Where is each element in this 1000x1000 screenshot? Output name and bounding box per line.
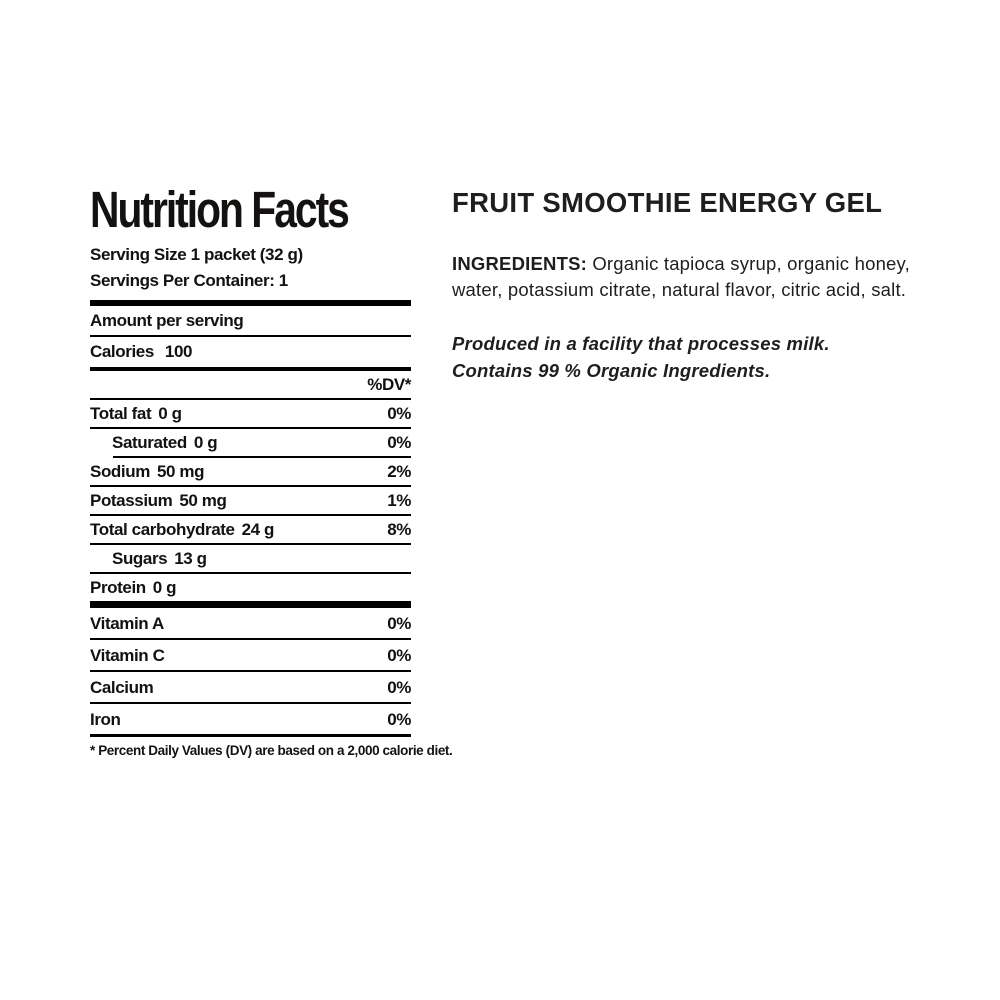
nutrient-row	[90, 487, 411, 514]
nutrient-name-group	[90, 491, 227, 511]
nutrient-name-group	[90, 462, 204, 482]
serving-size: Serving Size 1 packet (32 g)	[90, 245, 303, 264]
calories-group	[90, 342, 192, 362]
servings-per-container: Servings Per Container: 1	[90, 271, 288, 290]
nutrient-amount: 50 mg	[156, 462, 205, 481]
nutrient-name-group	[90, 578, 176, 598]
nutrient-name: Iron	[90, 710, 121, 729]
ingredients-paragraph	[452, 251, 912, 303]
nutrient-row	[90, 672, 411, 702]
nutrient-row	[90, 400, 411, 427]
ingredients-text: Organic tapioca syrup, organic honey, water, potassium citrate, natural flavor, citric acid, salt.	[452, 253, 910, 300]
product-title: FRUIT SMOOTHIE ENERGY GEL	[452, 187, 883, 218]
nutrient-name: Vitamin A	[90, 614, 164, 633]
nutrient-rows	[90, 400, 411, 601]
vitamin-rows	[90, 608, 411, 737]
nutrient-amount: 0 g	[152, 578, 177, 597]
nutrient-row	[90, 704, 411, 734]
nutrient-amount: 0 g	[158, 404, 182, 423]
nutrition-facts-label	[90, 181, 453, 758]
nutrient-daily-value: 1%	[387, 491, 411, 510]
nutrient-daily-value: 0%	[387, 614, 411, 633]
nutrient-name-group	[112, 549, 207, 569]
nutrient-daily-value: 0%	[387, 646, 411, 665]
nutrient-amount: 24 g	[241, 520, 274, 539]
nutrient-name-group	[90, 678, 153, 698]
nutrient-row	[90, 545, 411, 572]
nutrient-amount: 50 mg	[179, 491, 227, 510]
nutrient-row	[90, 516, 411, 543]
allergen-line1: Produced in a facility that processes milk.	[452, 333, 830, 354]
nutrient-name: Calcium	[90, 678, 154, 697]
nutrient-name: Potassium	[90, 491, 173, 510]
nutrient-row	[90, 574, 411, 601]
nutrient-name: Vitamin C	[90, 646, 165, 665]
nutrient-name: Saturated	[112, 433, 187, 452]
nutrient-daily-value: 0%	[387, 404, 411, 423]
nutrient-daily-value: 0%	[387, 710, 411, 729]
nutrient-row	[90, 458, 411, 485]
daily-value-footnote: * Percent Daily Values (DV) are based on a 2,000 calorie diet.	[90, 743, 453, 758]
nutrient-name: Total carbohydrate	[90, 520, 235, 539]
allergen-paragraph	[452, 330, 912, 384]
nutrient-name-group	[90, 520, 274, 540]
amount-per-serving-row	[90, 306, 411, 335]
allergen-line2: Contains 99 % Organic Ingredients.	[452, 360, 771, 381]
nutrient-name: Sugars	[112, 549, 168, 568]
nutrient-name-group	[112, 433, 217, 453]
nutrient-name-group	[90, 646, 165, 666]
nutrient-daily-value: 8%	[387, 520, 411, 539]
nutrient-name-group	[90, 404, 182, 424]
nutrient-name: Protein	[90, 578, 146, 597]
ingredients-label: INGREDIENTS:	[452, 253, 587, 274]
product-info	[452, 188, 912, 384]
amount-per-serving-label: Amount per serving	[90, 311, 244, 330]
daily-value-header: %DV*	[367, 375, 411, 394]
calories-value: 100	[164, 342, 193, 361]
rule	[90, 734, 411, 737]
nutrient-name: Sodium	[90, 462, 150, 481]
nutrient-amount: 13 g	[174, 549, 207, 568]
nutrition-facts-title: Nutrition Facts	[90, 181, 348, 238]
calories-label: Calories	[90, 342, 154, 361]
daily-value-header-row	[90, 371, 411, 398]
calories-row	[90, 337, 411, 367]
nutrient-name: Total fat	[90, 404, 152, 423]
nutrient-amount: 0 g	[193, 433, 218, 452]
thick-rule-vitamins	[90, 601, 411, 608]
nutrient-daily-value: 0%	[387, 678, 411, 697]
nutrient-row	[90, 608, 411, 638]
nutrient-row	[90, 429, 411, 456]
nutrient-name-group	[90, 614, 164, 634]
nutrient-row	[90, 640, 411, 670]
nutrient-daily-value: 2%	[387, 462, 411, 481]
nutrient-daily-value: 0%	[387, 433, 411, 452]
nutrient-name-group	[90, 710, 121, 730]
